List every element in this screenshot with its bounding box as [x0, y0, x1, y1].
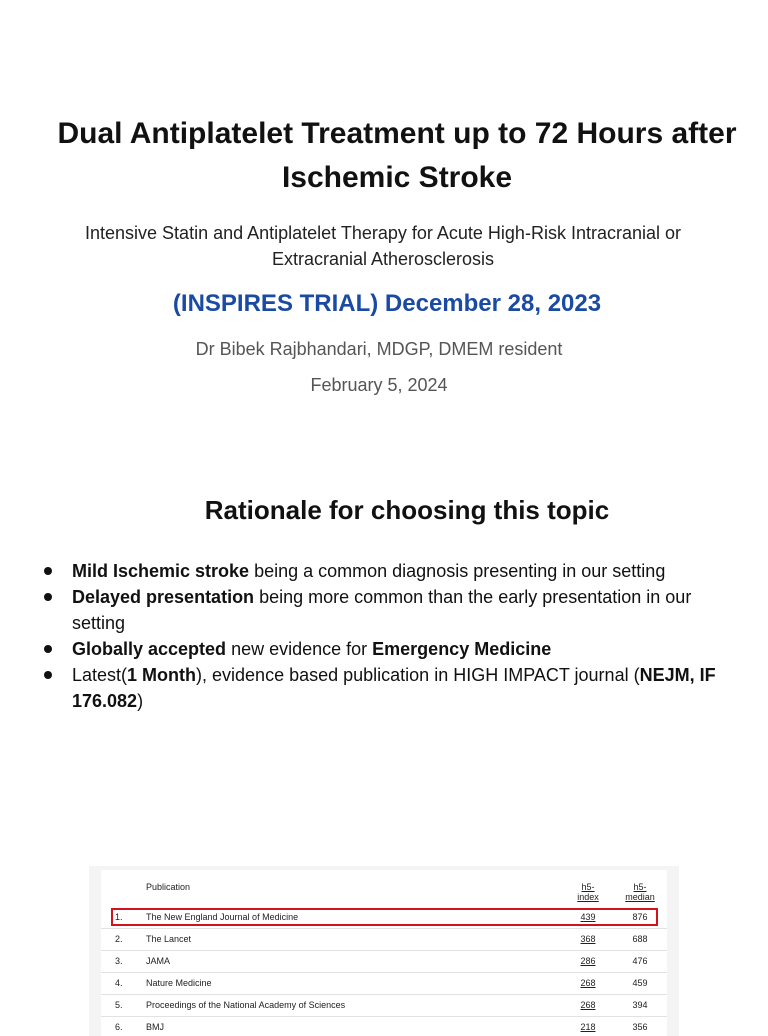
list-item — [40, 584, 740, 636]
rank-cell: 5. — [115, 1000, 123, 1010]
presentation-date: February 5, 2024 — [310, 375, 448, 395]
publication-cell: JAMA — [146, 956, 171, 966]
text: being more common than the early presentation in our setting — [72, 587, 692, 633]
table-row — [101, 972, 667, 995]
h5-index-link[interactable]: 268 — [580, 978, 596, 988]
publication-cell: The New England Journal of Medicine — [146, 912, 299, 922]
rank-cell: 3. — [115, 956, 123, 966]
column-header-h5-median[interactable]: h5-median — [625, 882, 655, 902]
h5-median-cell: 476 — [632, 956, 648, 966]
h5-median-cell: 459 — [632, 978, 648, 988]
rank-cell: 6. — [115, 1022, 123, 1032]
bullet-dot-icon — [44, 671, 52, 679]
section-title: Rationale for choosing this topic — [204, 495, 610, 525]
bullet-dot-icon — [44, 593, 52, 601]
h5-median-cell: 356 — [632, 1022, 648, 1032]
rank-cell: 1. — [115, 912, 123, 922]
author-line: Dr Bibek Rajbhandari, MDGP, DMEM resident — [195, 339, 563, 359]
trial-heading: (INSPIRES TRIAL) December 28, 2023 — [172, 290, 602, 317]
list-item — [40, 662, 740, 714]
column-header-h5-index[interactable]: h5-index — [577, 882, 599, 902]
h5-median-cell: 876 — [632, 912, 648, 922]
publication-cell: The Lancet — [146, 934, 192, 944]
text: ), evidence based publication in HIGH IMPACT journal ( — [196, 665, 640, 685]
list-item — [40, 558, 740, 584]
text: ) — [137, 691, 144, 711]
table-row — [101, 994, 667, 1017]
h5-index-link[interactable]: 368 — [580, 934, 596, 944]
journal-ranking-table — [101, 870, 667, 1036]
table-row — [101, 950, 667, 973]
publication-cell: BMJ — [146, 1022, 164, 1032]
text: being a common diagnosis presenting in our setting — [249, 561, 666, 581]
bold-text: Mild Ischemic stroke — [72, 561, 250, 581]
bullet-dot-icon — [44, 645, 52, 653]
bullet-dot-icon — [44, 567, 52, 575]
bold-text: Emergency Medicine — [372, 639, 552, 659]
publication-cell: Proceedings of the National Academy of Sciences — [146, 1000, 346, 1010]
column-header-publication: Publication — [146, 882, 191, 892]
table-row — [101, 1016, 667, 1036]
slide-title: Dual Antiplatelet Treatment up to 72 Hours after Ischemic Stroke — [57, 117, 737, 194]
h5-index-link[interactable]: 268 — [580, 1000, 596, 1010]
list-item — [40, 636, 740, 662]
slide-subtitle: Intensive Statin and Antiplatelet Therapy for Acute High-Risk Intracranial or Extracranial Atherosclerosis — [85, 223, 681, 269]
h5-index-link[interactable]: 439 — [580, 912, 596, 922]
h5-median-cell: 688 — [632, 934, 648, 944]
table-header-row — [101, 876, 667, 902]
rationale-list — [40, 558, 740, 714]
journal-ranking-screenshot — [89, 866, 679, 1036]
bold-text: NEJM, IF 176.082 — [72, 665, 716, 711]
rank-cell: 4. — [115, 978, 123, 988]
publication-cell: Nature Medicine — [146, 978, 212, 988]
bold-text: 1 Month — [127, 665, 197, 685]
h5-index-link[interactable]: 286 — [580, 956, 596, 966]
nejm-highlight-box — [111, 908, 658, 926]
bold-text: Delayed presentation — [72, 587, 255, 607]
h5-index-link[interactable]: 218 — [580, 1022, 596, 1032]
text: Latest( — [72, 665, 128, 685]
bold-text: Globally accepted — [72, 639, 227, 659]
h5-median-cell: 394 — [632, 1000, 648, 1010]
rank-cell: 2. — [115, 934, 123, 944]
text: new evidence for — [226, 639, 373, 659]
table-row — [101, 928, 667, 951]
